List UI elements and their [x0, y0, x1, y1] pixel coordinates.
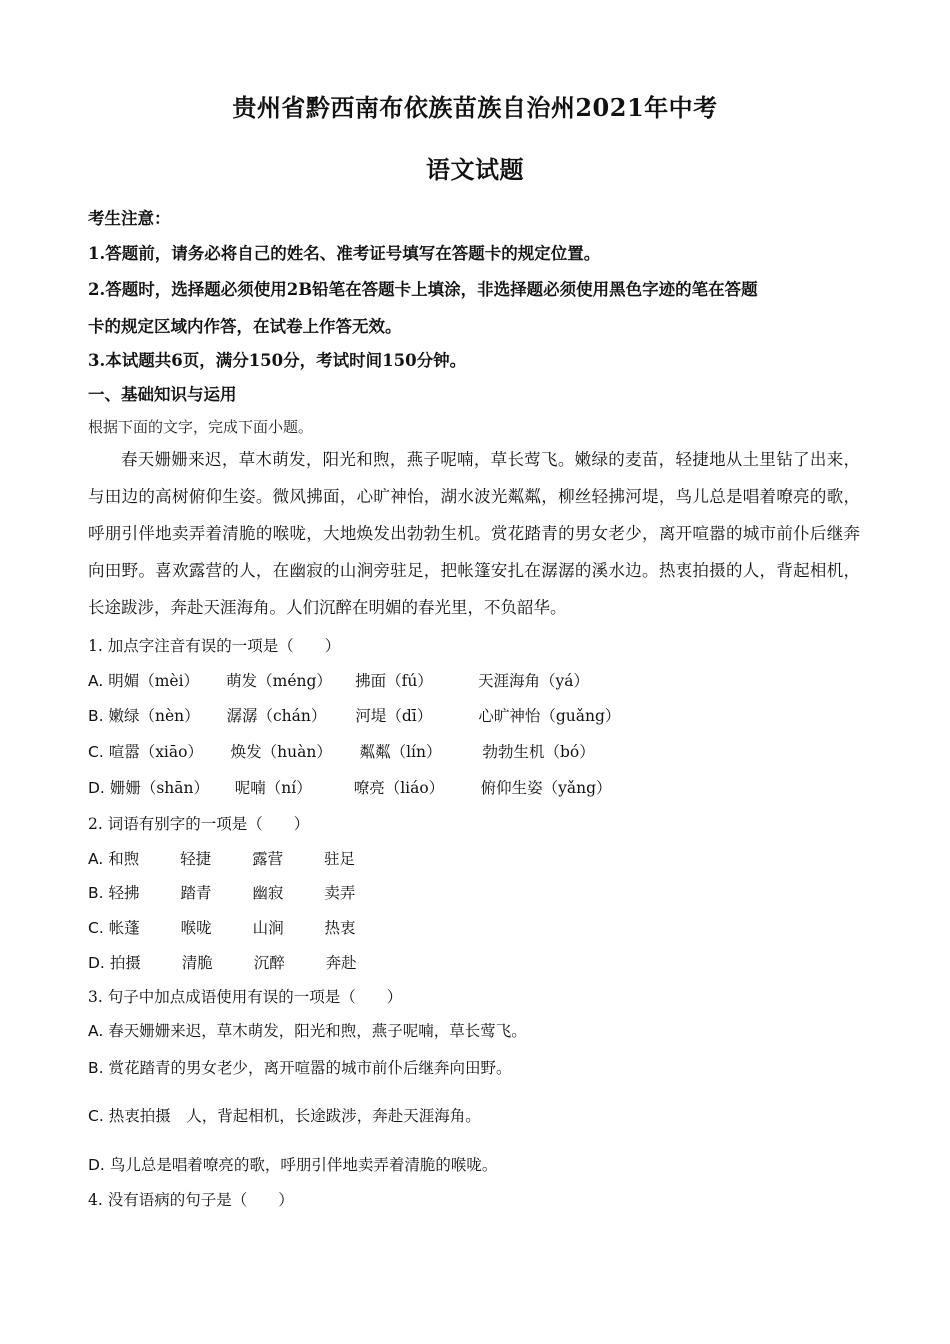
option-word: 焕发（huàn）	[230, 743, 332, 761]
q1-option-b	[88, 704, 620, 726]
option-word: 和煦	[108, 850, 140, 868]
option-letter: C.	[88, 743, 104, 761]
q3-stem: 3. 句子中加点成语使用有误的一项是（ ）	[88, 988, 403, 1006]
option-word: 萌发（méng）	[226, 672, 332, 690]
q2-option-a	[88, 847, 355, 869]
notice-heading: 考生注意：	[88, 209, 171, 228]
notice-item-1: 1.答题前，请务必将自己的姓名、准考证号填写在答题卡的规定位置。	[88, 244, 601, 263]
option-word: 清脆	[181, 954, 213, 972]
option-letter: D.	[88, 954, 105, 972]
option-word: 勃勃生机（bó）	[482, 743, 595, 761]
option-text: 春天姗姗来迟，草木萌发，阳光和煦，燕子呢喃，草长莺飞。	[108, 1022, 527, 1040]
option-letter: C.	[88, 1107, 104, 1125]
q2-option-c	[88, 916, 356, 938]
option-word: 潺潺（chán）	[226, 707, 327, 725]
option-word: 踏青	[180, 884, 212, 902]
q1-option-c	[88, 740, 595, 762]
option-word: 明媚（mèi）	[108, 672, 200, 690]
notice-item-3: 3.本试题共6页，满分150分，考试时间150分钟。	[88, 351, 467, 370]
option-text: 热衷拍摄 人，背起相机，长途跋涉，奔赴天涯海角。	[108, 1107, 481, 1125]
option-word: 嫩绿（nèn）	[108, 707, 200, 725]
option-word: 轻捷	[180, 850, 212, 868]
option-letter: A.	[88, 672, 104, 690]
option-word: 奔赴	[325, 954, 357, 972]
option-text: 鸟儿总是唱着嘹亮的歌，呼朋引伴地卖弄着清脆的喉咙。	[109, 1156, 498, 1174]
q1-stem: 1. 加点字注音有误的一项是（ ）	[88, 637, 341, 655]
option-word: 沉醉	[253, 954, 285, 972]
q4-stem: 4. 没有语病的句子是（ ）	[88, 1191, 294, 1209]
q1-option-d	[88, 776, 612, 798]
option-letter: A.	[88, 850, 104, 868]
option-word: 热衷	[324, 919, 356, 937]
passage-text: 春天姗姗来迟，草木萌发，阳光和煦，燕子呢喃，草长莺飞。嫩绿的麦苗，轻捷地从土里钻了出来，与田边的高树俯仰生姿。微风拂面，心旷神怡，湖水波光粼粼，柳丝轻拂河堤，鸟儿总是唱着嘹亮的歌，呼朋引伴地卖弄着清脆的喉咙，大地焕发出勃勃生机。赏花踏青的男女老少，离开喧嚣的城市前仆后继奔向田野。喜欢露营的人，在幽寂的山涧旁驻足，把帐篷安扎在潺潺的溪水边。热衷拍摄的人，背起相机，长途跋涉，奔赴天涯海角。人们沉醉在明媚的春光里，不负韶华。	[88, 450, 860, 617]
option-letter: D.	[88, 1156, 105, 1174]
notice-item-2-line-2: 卡的规定区域内作答，在试卷上作答无效。	[88, 317, 402, 336]
notice-item-2-line-1: 2.答题时，选择题必须使用2B铅笔在答题卡上填涂，非选择题必须使用黑色字迹的笔在答题	[88, 280, 758, 299]
option-letter: A.	[88, 1022, 104, 1040]
option-word: 卖弄	[324, 884, 356, 902]
option-letter: B.	[88, 884, 104, 902]
option-word: 粼粼（lín）	[359, 743, 442, 761]
q3-option-b	[88, 1056, 512, 1078]
option-word: 露营	[252, 850, 284, 868]
option-word: 拂面（fú）	[355, 672, 433, 690]
q3-option-a	[88, 1019, 527, 1041]
exam-subtitle: 语文试题	[426, 155, 524, 184]
section-instruction: 根据下面的文字，完成下面小题。	[88, 418, 314, 436]
exam-title: 贵州省黔西南布依族苗族自治州2021年中考	[232, 93, 718, 122]
option-letter: D.	[88, 779, 105, 797]
option-word: 喧嚣（xiāo）	[108, 743, 203, 761]
option-word: 嘹亮（liáo）	[353, 779, 445, 797]
option-word: 轻拂	[108, 884, 140, 902]
option-word: 山涧	[252, 919, 284, 937]
option-word: 拍摄	[109, 954, 141, 972]
option-word: 俯仰生姿（yǎng）	[480, 779, 612, 797]
q3-option-c	[88, 1104, 481, 1126]
q1-option-a	[88, 669, 589, 691]
reading-passage	[88, 441, 860, 626]
q2-option-b	[88, 881, 355, 903]
option-letter: B.	[88, 707, 104, 725]
option-word: 呢喃（ní）	[234, 779, 312, 797]
option-word: 心旷神怡（guǎng）	[478, 707, 621, 725]
option-word: 帐蓬	[108, 919, 140, 937]
option-text: 赏花踏青的男女老少，离开喧嚣的城市前仆后继奔向田野。	[108, 1059, 512, 1077]
option-word: 姗姗（shān）	[109, 779, 209, 797]
option-word: 天涯海角（yá）	[478, 672, 590, 690]
option-word: 喉咙	[180, 919, 212, 937]
section-heading: 一、基础知识与运用	[88, 385, 237, 404]
option-word: 河堤（dī）	[355, 707, 433, 725]
option-word: 幽寂	[252, 884, 284, 902]
q2-stem: 2. 词语有别字的一项是（ ）	[88, 815, 310, 833]
q3-option-d	[88, 1153, 497, 1175]
option-letter: B.	[88, 1059, 104, 1077]
q2-option-d	[88, 951, 357, 973]
option-letter: C.	[88, 919, 104, 937]
option-word: 驻足	[324, 850, 356, 868]
